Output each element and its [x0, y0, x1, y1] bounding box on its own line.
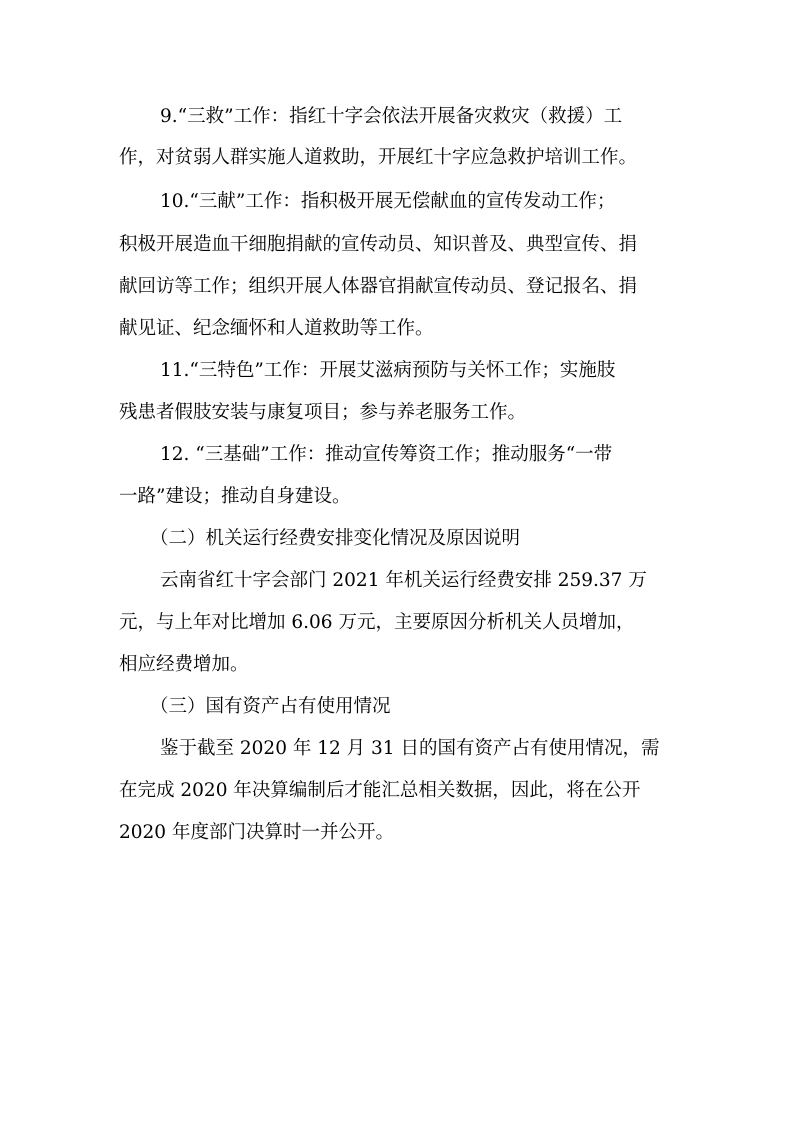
- section-2-line-1: 云南省红十字会部门 2021 年机关运行经费安排 259.37 万: [160, 570, 647, 591]
- section-3-line-2: 在完成 2020 年决算编制后才能汇总相关数据，因此，将在公开: [119, 780, 641, 801]
- section-2-heading: （二）机关运行经费安排变化情况及原因说明: [150, 528, 521, 549]
- item-10-line-3: 献回访等工作；组织开展人体器官捐献宣传动员、登记报名、捐: [119, 276, 638, 297]
- item-10-line-4: 献见证、纪念缅怀和人道救助等工作。: [119, 318, 434, 339]
- section-2-line-3: 相应经费增加。: [119, 654, 249, 675]
- item-10-line-2: 积极开展造血干细胞捐献的宣传动员、知识普及、典型宣传、捐: [119, 234, 638, 255]
- item-9-line-1: 9.“三救”工作：指红十字会依法开展备灾救灾（救援）工: [160, 106, 623, 127]
- item-11-line-2: 残患者假肢安装与康复项目；参与养老服务工作。: [119, 402, 527, 423]
- item-12-line-1: 12. “三基础”工作：推动宣传筹资工作；推动服务“一带: [160, 444, 613, 465]
- section-3-heading: （三）国有资产占有使用情况: [150, 696, 391, 717]
- item-9-line-2: 作，对贫弱人群实施人道救助，开展红十字应急救护培训工作。: [119, 147, 638, 168]
- section-3-line-3: 2020 年度部门决算时一并公开。: [119, 822, 394, 843]
- item-10-line-1: 10.“三献”工作：指积极开展无偿献血的宣传发动工作；: [160, 191, 616, 212]
- item-11-line-1: 11.“三特色”工作：开展艾滋病预防与关怀工作；实施肢: [160, 360, 616, 381]
- item-12-line-2: 一路”建设；推动自身建设。: [119, 486, 351, 507]
- section-2-line-2: 元，与上年对比增加 6.06 万元，主要原因分析机关人员增加，: [119, 612, 635, 633]
- section-3-line-1: 鉴于截至 2020 年 12 月 31 日的国有资产占有使用情况，需: [160, 738, 660, 759]
